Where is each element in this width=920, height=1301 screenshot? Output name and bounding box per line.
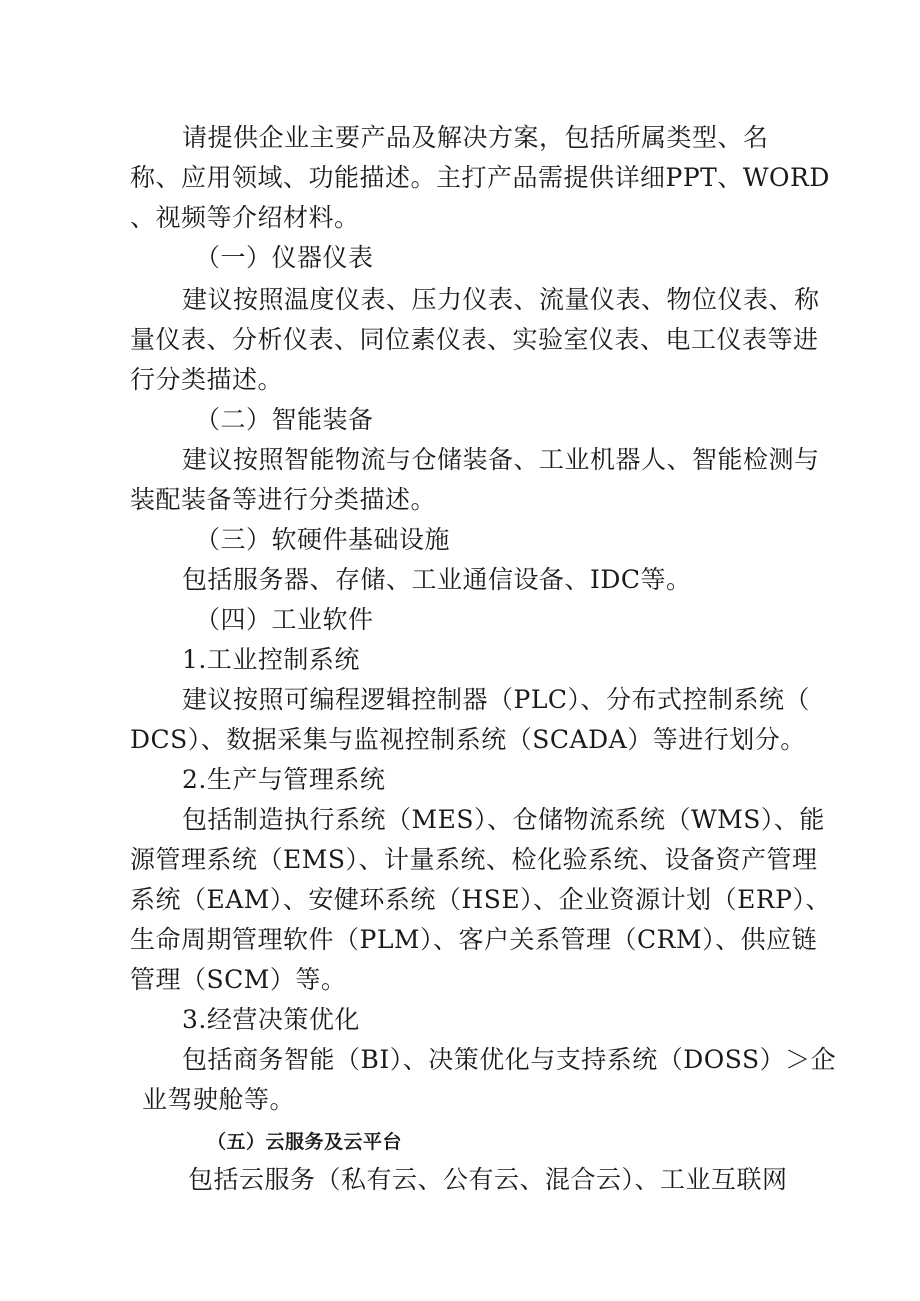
subheading-control-systems: 1.工业控制系统 [182,645,360,674]
subheading-production-management: 2.生产与管理系统 [182,765,386,794]
paragraph-control-line-1: 建议按照可编程逻辑控制器（PLC）、分布式控制系统（ [182,685,811,714]
paragraph-instruments-line-2: 量仪表、分析仪表、同位素仪表、实验室仪表、电工仪表等进 [130,325,819,354]
paragraph-intro-line-3: 、视频等介绍材料。 [130,203,360,232]
heading-infrastructure: （三）软硬件基础设施 [195,525,451,554]
paragraph-control-line-2: DCS）、数据采集与监视控制系统（SCADA）等进行划分。 [130,725,806,754]
paragraph-infrastructure: 包括服务器、存储、工业通信设备、IDC等。 [182,565,692,594]
paragraph-decision-line-1: 包括商务智能（BI）、决策优化与支持系统（DOSS）＞企 [182,1045,837,1074]
paragraph-intro-line-2: 称、应用领域、功能描述。主打产品需提供详细PPT、WORD [130,163,830,192]
subheading-decision-optimization: 3.经营决策优化 [182,1005,360,1034]
paragraph-equipment-line-2: 装配装备等进行分类描述。 [130,485,437,514]
paragraph-production-line-1: 包括制造执行系统（MES）、仓储物流系统（WMS）、能 [182,805,825,834]
paragraph-cloud-line-1: 包括云服务（私有云、公有云、混合云）、工业互联网 [188,1165,788,1194]
paragraph-instruments-line-1: 建议按照温度仪表、压力仪表、流量仪表、物位仪表、称 [182,285,820,314]
paragraph-equipment-line-1: 建议按照智能物流与仓储装备、工业机器人、智能检测与 [182,445,820,474]
paragraph-production-line-4: 生命周期管理软件（PLM）、客户关系管理（CRM）、供应链 [130,925,818,954]
paragraph-intro-line-1: 请提供企业主要产品及解决方案，包括所属类型、名 [182,123,769,152]
heading-intelligent-equipment: （二）智能装备 [195,405,374,434]
paragraph-production-line-2: 源管理系统（EMS）、计量系统、检化验系统、设备资产管理 [130,845,818,874]
paragraph-production-line-3: 系统（EAM）、安健环系统（HSE）、企业资源计划（ERP）、 [130,885,831,914]
heading-cloud-services: （五）云服务及云平台 [207,1131,403,1153]
paragraph-production-line-5: 管理（SCM）等。 [130,965,347,994]
paragraph-instruments-line-3: 行分类描述。 [130,365,284,394]
heading-industrial-software: （四）工业软件 [195,605,374,634]
paragraph-decision-line-2: 业驾驶舱等。 [142,1085,296,1114]
heading-instruments: （一）仪器仪表 [195,243,374,272]
